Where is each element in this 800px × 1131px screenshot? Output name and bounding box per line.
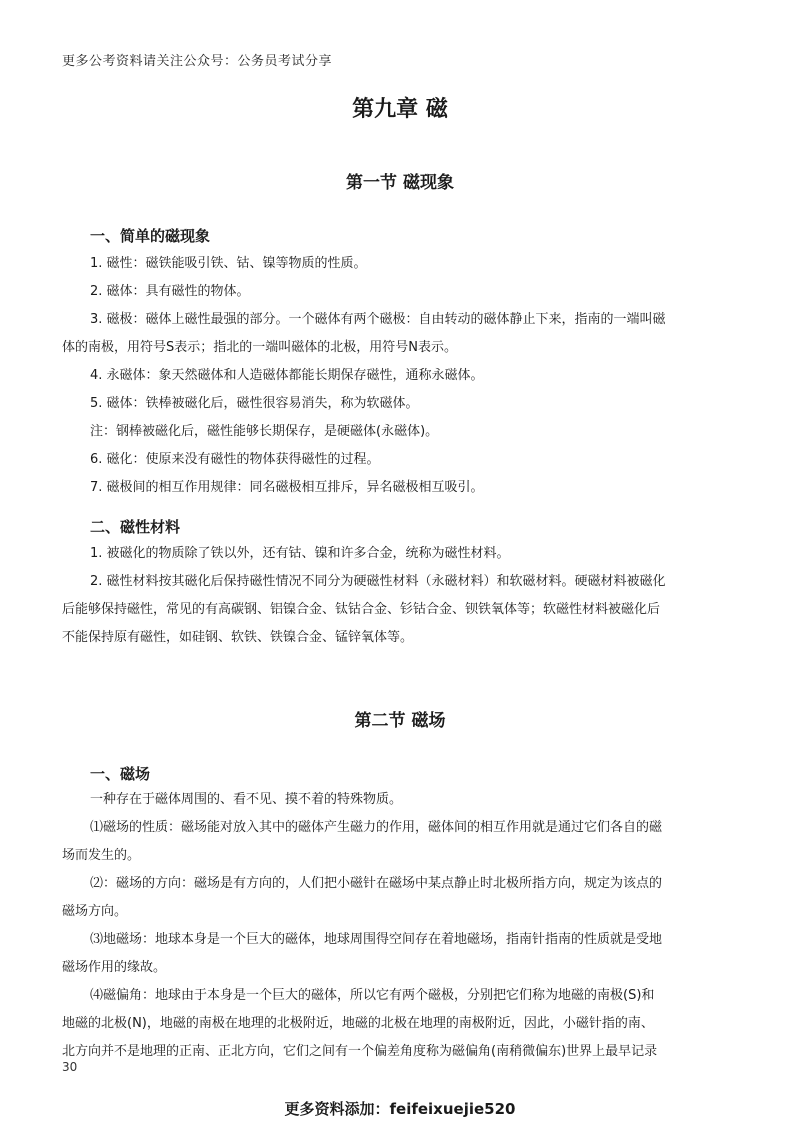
list-item: 2. 磁性材料按其磁化后保持磁性情况不同分为硬磁性材料（永磁材料）和软磁材料。硬磁材料被磁化 [90,574,666,589]
paragraph-block-2 [62,540,722,652]
list-item-continuation: 磁场方向。 [62,904,128,919]
list-item: ⑴磁场的性质：磁场能对放入其中的磁体产生磁力的作用，磁体间的相互作用就是通过它们各自的磁 [90,820,663,835]
list-item: 1. 被磁化的物质除了铁以外，还有钴、镍和许多合金，统称为磁性材料。 [90,546,510,561]
list-item-continuation: 场而发生的。 [62,848,141,863]
list-item: 7. 磁极间的相互作用规律：同名磁极相互排斥，异名磁极相互吸引。 [90,480,484,495]
subheading-magnetic-field: 一、磁场 [90,765,151,783]
list-item-continuation: 不能保持原有磁性，如硅钢、软铁、铁镍合金、锰锌氧体等。 [62,630,414,645]
list-item-continuation: 后能够保持磁性，常见的有高碳钢、铝镍合金、钛钴合金、钐钴合金、钡铁氧体等；软磁性材料被磁化后 [62,602,661,617]
list-item-continuation: 体的南极，用符号S表示；指北的一端叫磁体的北极，用符号N表示。 [62,340,457,355]
section-title-2: 第二节 磁场 [354,711,446,731]
page-number: 30 [62,1060,78,1074]
list-item-continuation: 北方向并不是地理的正南、正北方向，它们之间有一个偏差角度称为磁偏角(南稍微偏东)世界上最早记录 [62,1044,658,1059]
section-title-1: 第一节 磁现象 [346,173,454,193]
list-item: 4. 永磁体：象天然磁体和人造磁体都能长期保存磁性，通称永磁体。 [90,368,484,383]
list-item: 6. 磁化：使原来没有磁性的物体获得磁性的过程。 [90,452,380,467]
paragraph-block-3 [62,786,722,1066]
header-note: 更多公考资料请关注公众号：公务员考试分享 [62,54,333,69]
list-item-continuation: 地磁的北极(N)，地磁的南极在地理的北极附近，地磁的北极在地理的南极附近，因此，小磁针指的南、 [62,1016,654,1031]
list-item: ⑶地磁场：地球本身是一个巨大的磁体，地球周围得空间存在着地磁场，指南针指南的性质就是受地 [90,932,663,947]
list-item: 2. 磁体：具有磁性的物体。 [90,284,250,299]
paragraph-block-1 [62,250,722,502]
list-item: 一种存在于磁体周围的、看不见、摸不着的特殊物质。 [90,792,403,807]
list-item: ⑵：磁场的方向：磁场是有方向的，人们把小磁针在磁场中某点静止时北极所指方向，规定为该点的 [90,876,663,891]
list-item: 3. 磁极：磁体上磁性最强的部分。一个磁体有两个磁极：自由转动的磁体静止下来，指南的一端叫磁 [90,312,666,327]
chapter-title: 第九章 磁 [352,96,448,122]
subheading-magnetic-materials: 二、磁性材料 [90,518,181,536]
list-item: 1. 磁性：磁铁能吸引铁、钴、镍等物质的性质。 [90,256,367,271]
subheading-simple-magnetism: 一、简单的磁现象 [90,227,211,245]
footer-note: 更多资料添加：feifeixuejie520 [284,1100,516,1118]
list-item-continuation: 磁场作用的缘故。 [62,960,167,975]
note-line: 注：钢棒被磁化后，磁性能够长期保存，是硬磁体(永磁体)。 [90,424,439,439]
list-item: 5. 磁体：铁棒被磁化后，磁性很容易消失，称为软磁体。 [90,396,419,411]
list-item: ⑷磁偏角：地球由于本身是一个巨大的磁体，所以它有两个磁极，分别把它们称为地磁的南极(S)和 [90,988,655,1003]
